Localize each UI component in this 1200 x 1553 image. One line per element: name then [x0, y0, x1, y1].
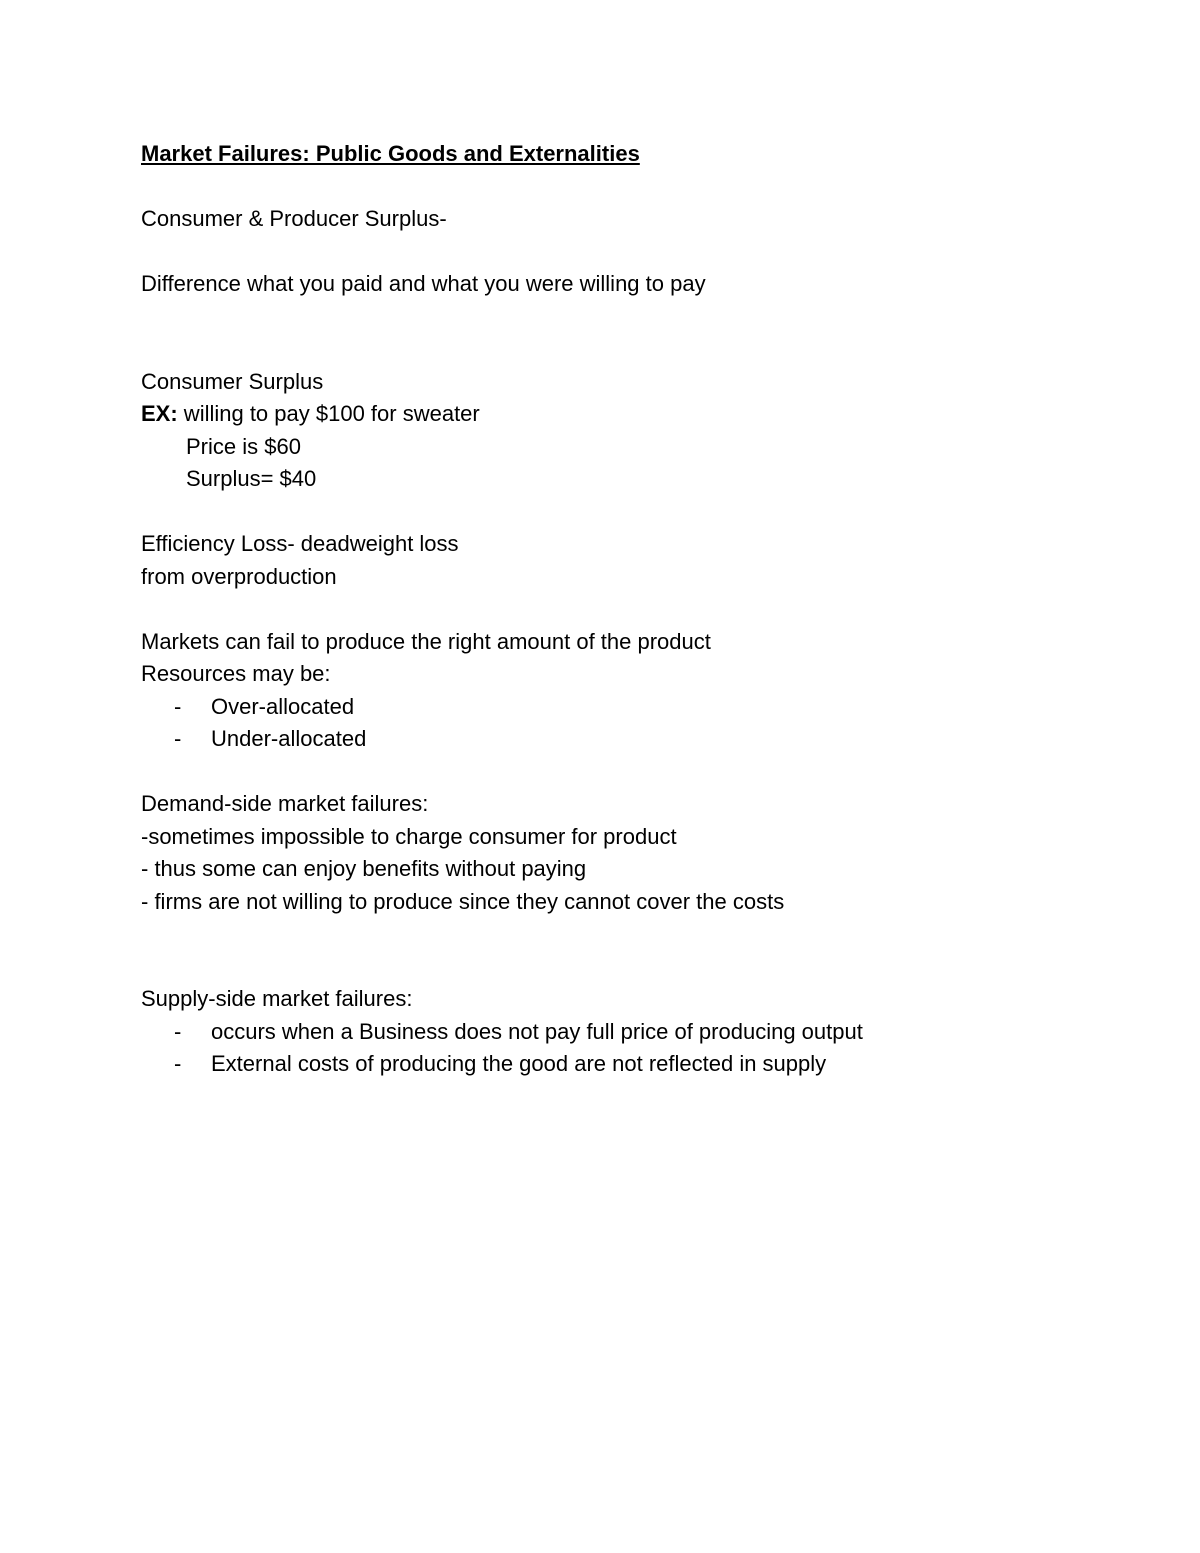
bullet-text: External costs of producing the good are not reflected in supply: [211, 1051, 827, 1076]
spacer: [141, 918, 1101, 983]
supply-side-heading: Supply-side market failures:: [141, 986, 413, 1011]
example-label: EX:: [141, 401, 178, 426]
list-item: [141, 1048, 1101, 1081]
consumer-surplus-heading: Consumer Surplus: [141, 368, 324, 394]
bullet-text: occurs when a Business does not pay full price of producing output: [211, 1018, 863, 1044]
demand-side-line: - thus some can enjoy benefits without paying: [141, 856, 587, 881]
resources-line: Resources may be:: [141, 661, 331, 686]
bullet-text: Under-allocated: [211, 726, 367, 751]
spacer: [141, 171, 1101, 204]
example-text: willing to pay $100 for sweater: [177, 401, 480, 426]
surplus-line: Surplus= $40: [186, 466, 317, 491]
consumer-producer-heading: Consumer & Producer Surplus-: [141, 206, 447, 231]
document-body: [141, 138, 1101, 1081]
spacer: [141, 756, 1101, 789]
demand-side-heading: Demand-side market failures:: [141, 791, 429, 816]
bullet-dash: -: [174, 726, 182, 751]
spacer: [141, 593, 1101, 626]
list-item: [141, 1016, 1101, 1049]
bullet-text: Over-allocated: [211, 693, 355, 719]
bullet-dash: -: [174, 1051, 182, 1076]
document-title: Market Failures: Public Goods and Externalities: [141, 141, 640, 166]
demand-side-line: - firms are not willing to produce since they cannot cover the costs: [141, 888, 785, 914]
difference-line: Difference what you paid and what you were willing to pay: [141, 271, 706, 296]
spacer: [141, 301, 1101, 366]
overproduction-line: from overproduction: [141, 563, 337, 589]
spacer: [141, 496, 1101, 529]
list-item: [141, 691, 1101, 724]
example-line: [141, 398, 1101, 431]
price-line: Price is $60: [186, 433, 301, 459]
efficiency-loss-line: Efficiency Loss- deadweight loss: [141, 531, 459, 556]
list-item: [141, 723, 1101, 756]
demand-side-line: -sometimes impossible to charge consumer for product: [141, 823, 677, 849]
bullet-dash: -: [174, 1018, 182, 1044]
bullet-dash: -: [174, 693, 182, 719]
markets-fail-line: Markets can fail to produce the right amount of the product: [141, 628, 711, 654]
spacer: [141, 236, 1101, 269]
